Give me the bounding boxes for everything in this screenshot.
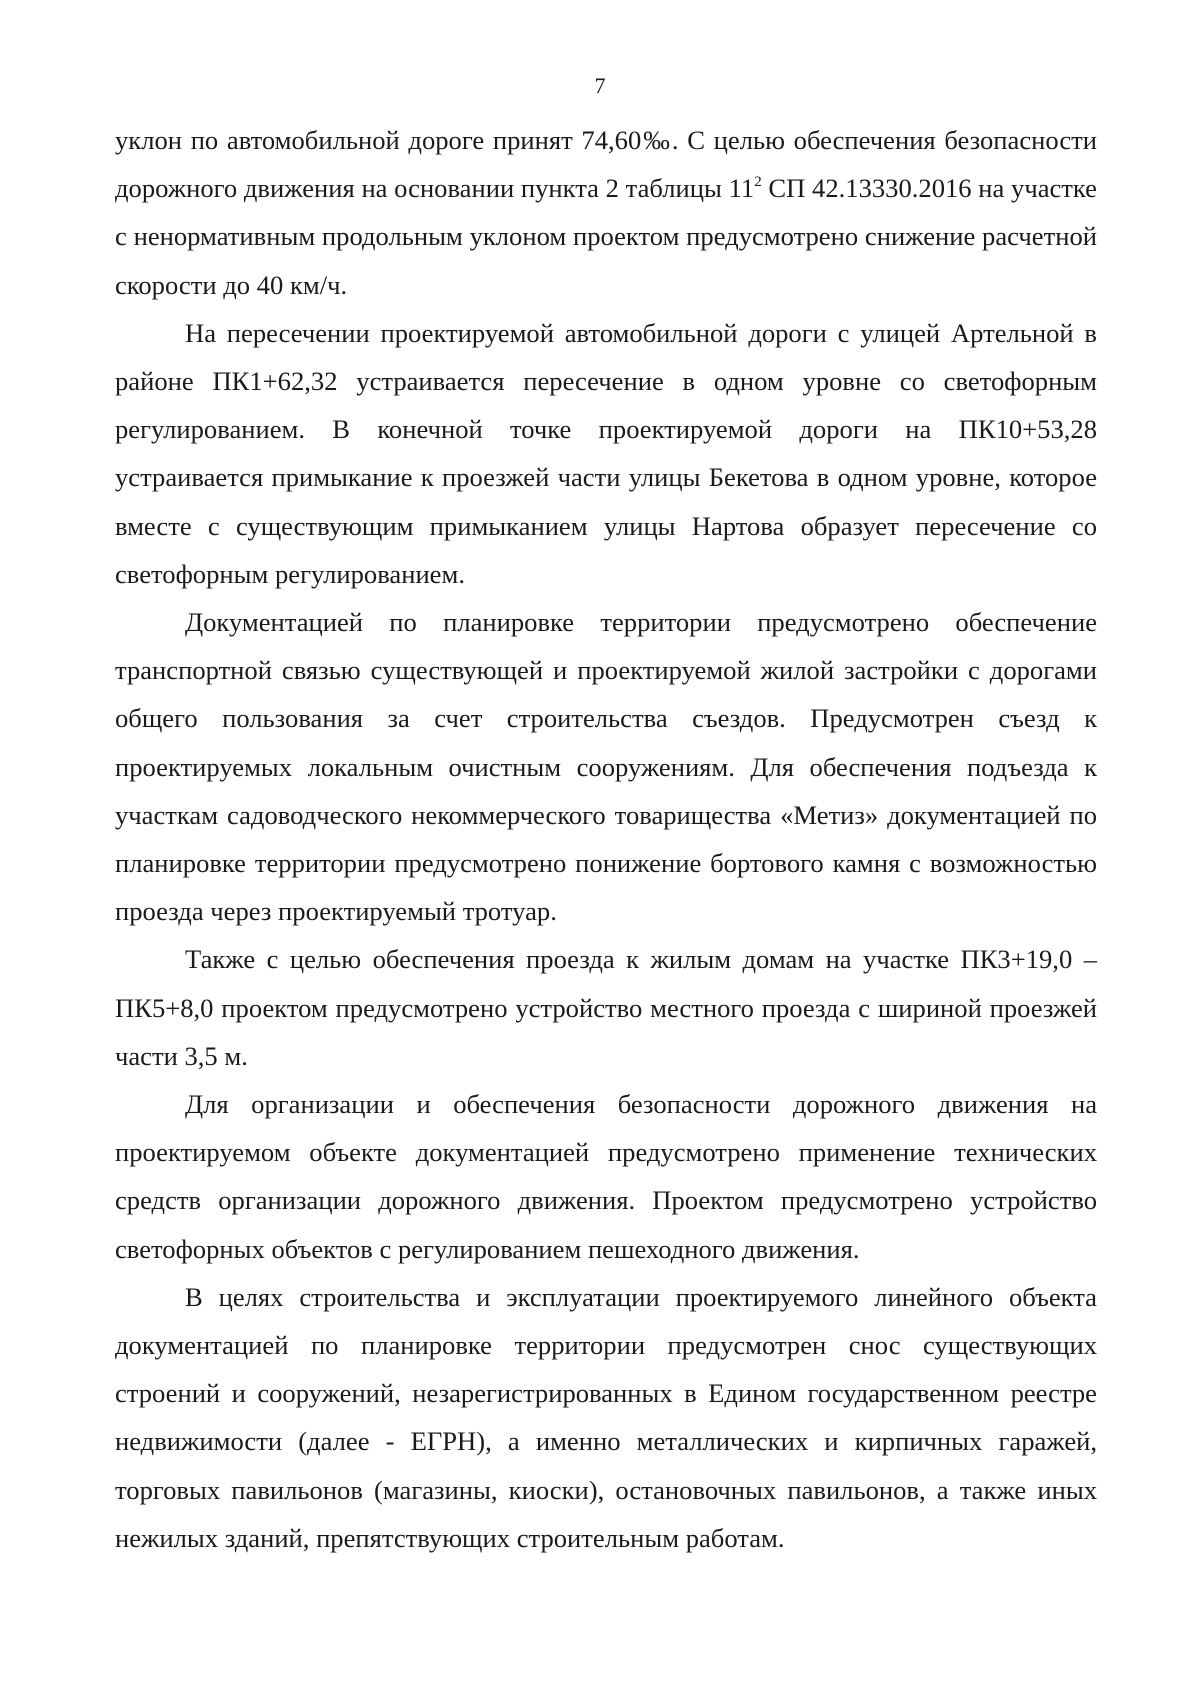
page-number: 7 bbox=[594, 73, 606, 98]
paragraph-text-head: уклон по автомобильной дороге принят 74,60‰. С целью обеспечения безопасности дорожного движения на основании пункта 2 таблицы 11 bbox=[115, 125, 1097, 204]
paragraph: Также с целью обеспечения проезда к жилым домам на участке ПК3+19,0 – ПК5+8,0 проектом предусмотрено устройство местного проезда с шириной проезжей части 3,5 м. bbox=[115, 944, 1097, 1071]
paragraph: На пересечении проектируемой автомобильной дороги с улицей Артельной в районе ПК1+62,32 устраивается пересечение в одном уровне со светофорным регулированием. В конечной точке проектируемой дороги на ПК10+53,28 устраивается примыкание к проезжей части улицы Бекетова в одном уровне, которое вместе с существующим примыканием улицы Нартова образует пересечение со светофорным регулированием. bbox=[115, 317, 1097, 589]
document-body bbox=[115, 116, 1097, 1562]
paragraph: Для организации и обеспечения безопасности дорожного движения на проектируемом объекте документацией предусмотрено применение технических средств организации дорожного движения. Проектом предусмотрено устройство светофорных объектов с регулированием пешеходного движения. bbox=[115, 1089, 1097, 1264]
paragraph-continued bbox=[115, 116, 1097, 309]
paragraph: Документацией по планировке территории предусмотрено обеспечение транспортной связью существующей и проектируемой жилой застройки с дорогами общего пользования за счет строительства съездов. Предусмотрен съезд к проектируемых локальным очистным сооружениям. Для обеспечения подъезда к участкам садоводческого некоммерческого товарищества «Метиз» документацией по планировке территории предусмотрено понижение бортового камня с возможностью проезда через проектируемый тротуар. bbox=[115, 607, 1097, 927]
paragraph-text-tail: СП 42.13330.2016 на участке с ненормативным продольным уклоном проектом предусмотрено снижение расчетной скорости до 40 км/ч. bbox=[115, 173, 1097, 300]
superscript: 2 bbox=[754, 174, 762, 191]
paragraph: В целях строительства и эксплуатации проектируемого линейного объекта документацией по планировке территории предусмотрен снос существующих строений и сооружений, незарегистрированных в Едином государственном реестре недвижимости (далее - ЕГРН), а именно металлических и кирпичных гаражей, торговых павильонов (магазины, киоски), остановочных павильонов, а также иных нежилых зданий, препятствующих строительным работам. bbox=[115, 1281, 1097, 1553]
